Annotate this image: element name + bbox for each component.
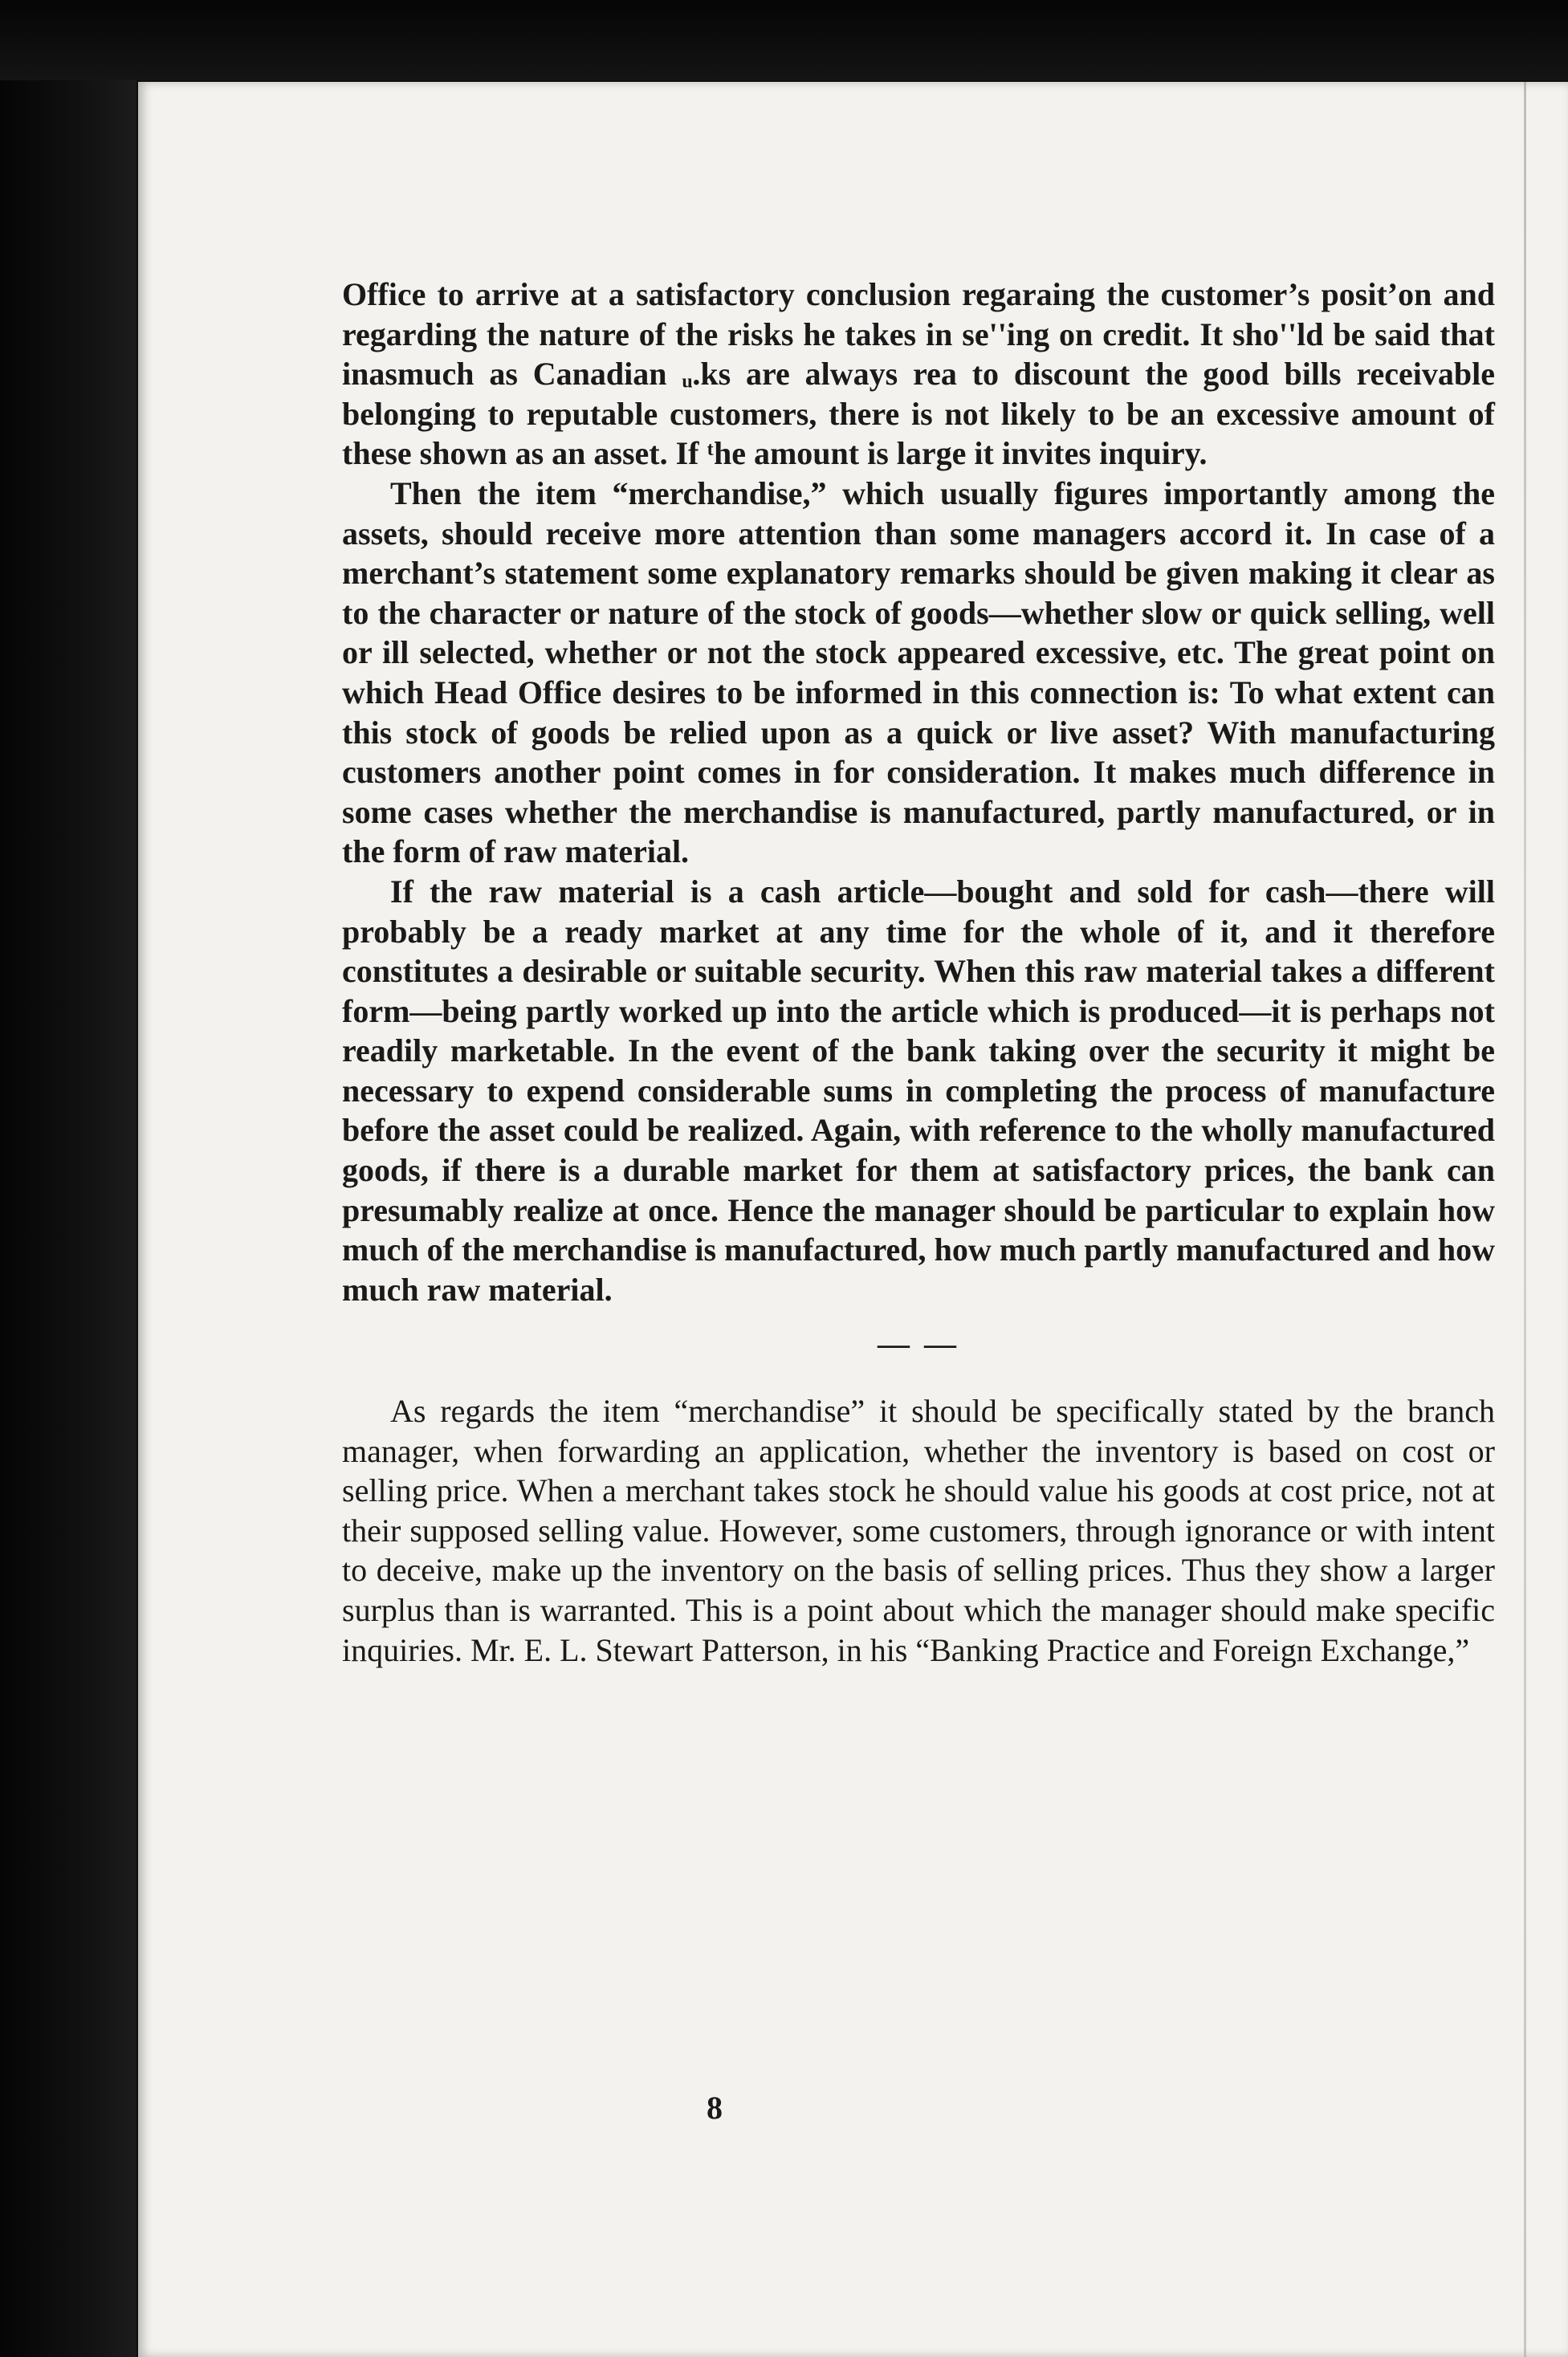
page-number: 8 [707,2090,723,2126]
paragraph-raw-material: If the raw material is a cash article—bought and sold for cash—there will probably be a ready market at any time for the whole of it, and it therefore constitutes a desirable or suitable security. When this raw material takes a different form—being partly worked up into the article which is produced—it is perhaps not readily marketable. In the event of the bank taking over the security it might be necessary to expend considerable sums in completing the process of manufacture before the asset could be realized. Again, with reference to the wholly manufactured goods, if there is a durable market for them at satisfactory prices, the bank can presumably realize at once. Hence the manager should be particular to explain how much of the merchandise is manufactured, how much partly manufactured and how much raw material. [342,873,1495,1308]
scan-dark-margin-top [0,0,1568,80]
body-text [342,275,1495,1670]
paragraph-office-conclusion: Office to arrive at a satisfactory conclusion regaraing the customer’s posit’on and regarding the nature of the risks he takes in se''ing on credit. It sho''ld be said that inasmuch as Canadian ᵤ.ks are always rea to discount the good bills receivable belonging to reputable customers, there is not likely to be an excessive amount of these shown as an asset. If ᵗhe amount is large it invites inquiry. [342,276,1495,472]
section-separator: — — [878,1325,959,1362]
scan-dark-margin-left [0,0,136,2357]
paragraph-merchandise-item: Then the item “merchandise,” which usually figures importantly among the assets, should receive more attention than some managers accord it. In case of a merchant’s statement some explanatory remarks should be given making it clear as to the character or nature of the stock of goods—whether slow or quick selling, well or ill selected, whether or not the stock appeared excessive, etc. The great point on which Head Office desires to be informed in this connection is: To what extent can this stock of goods be relied upon as a quick or live asset? With manufacturing customers another point comes in for consideration. It makes much difference in some cases whether the merchandise is manufactured, partly manufactured, or in the form of raw material. [342,474,1495,870]
page-edge-line [1524,82,1526,2357]
document-page [138,82,1568,2357]
paragraph-inventory-basis: As regards the item “merchandise” it should be specifically stated by the branch manager, when forwarding an application, whether the inventory is based on cost or selling price. When a merchant takes stock he should value his goods at cost price, not at their supposed selling value. However, some customers, through ignorance or with intent to deceive, make up the inventory on the basis of selling prices. Thus they show a larger surplus than is warranted. This is a point about which the manager should make specific inquiries. Mr. E. L. Stewart Patterson, in his “Banking Practice and Foreign Exchange,” [342,1393,1495,1668]
